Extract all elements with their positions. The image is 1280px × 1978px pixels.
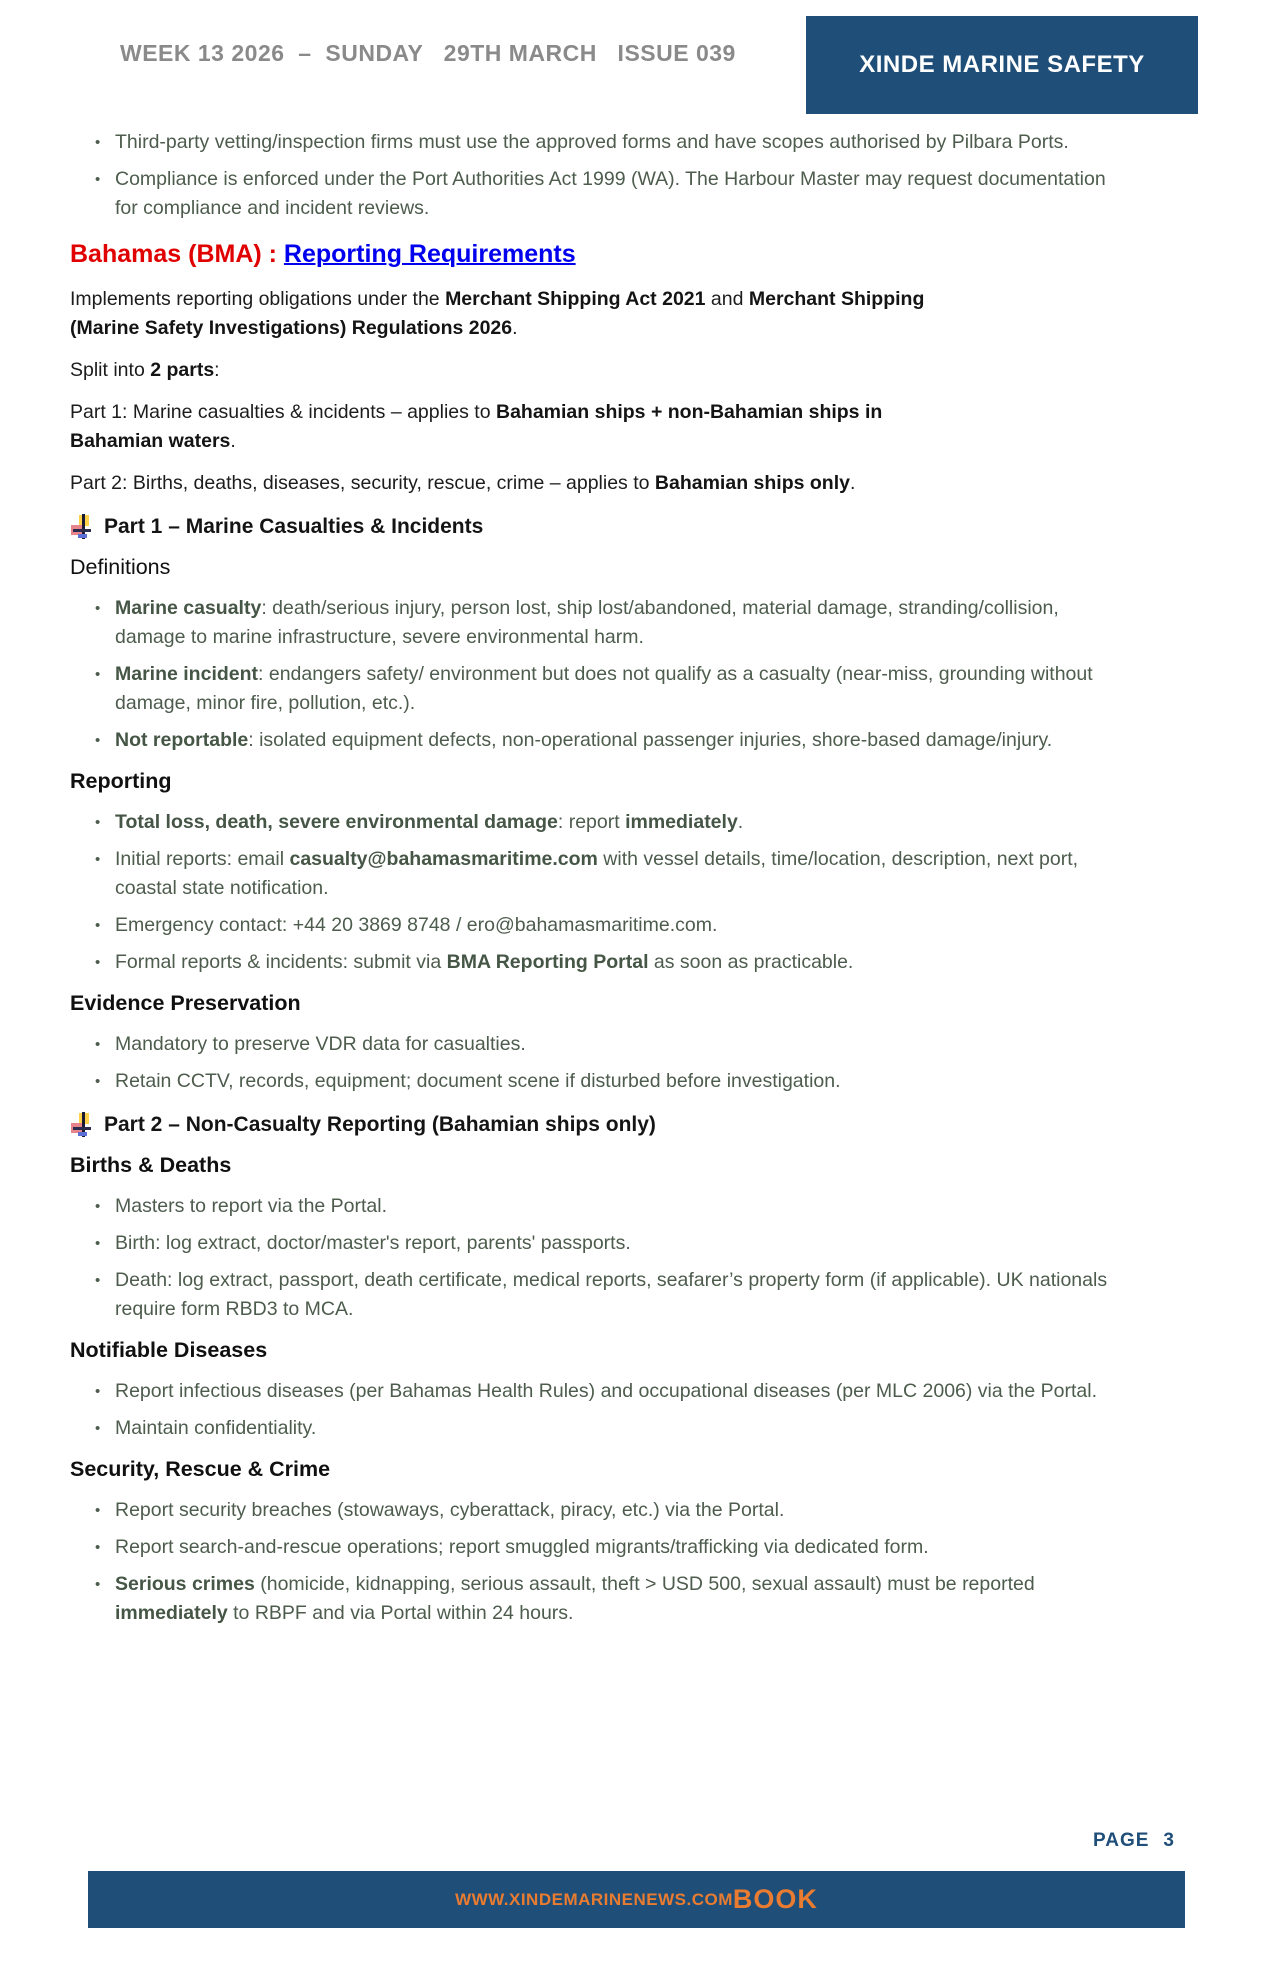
text-segment: Report search-and-rescue operations; report smuggled migrants/trafficking via dedicated form. [115,1536,929,1558]
text-segment: 2 parts [150,359,215,381]
paragraph [70,285,980,343]
bullet-marker: • [95,1036,101,1053]
bullet-list [70,1192,1205,1324]
bullet-text [115,1192,1115,1221]
page-number-label: PAGE [1092,1830,1150,1851]
part-heading [70,512,1205,541]
bullet-marker: • [95,171,101,188]
document-body [70,128,1205,1628]
bullet-text [115,1496,1115,1525]
bullet-text [115,911,1115,940]
section-heading: Security, Rescue & Crime [70,1457,331,1481]
text-segment: to RBPF and via Portal within 24 hours. [227,1602,574,1624]
page-header [0,0,1280,118]
bullet-item [70,808,1205,837]
text-segment: . [737,811,744,833]
bullet-list [70,594,1205,755]
part-heading-label: Part 2 – Non-Casualty Reporting (Bahamian ships only) [104,1113,656,1136]
bullet-item [70,1192,1205,1221]
bullet-item [70,1496,1205,1525]
text-segment: . [512,317,518,339]
text-segment: Report infectious diseases (per Bahamas Health Rules) and occupational diseases (per MLC 2006) via the Portal. [115,1380,1098,1402]
bullet-item [70,660,1205,718]
bullet-text [115,726,1115,755]
brand-label: XINDE MARINE SAFETY [859,51,1145,78]
text-segment: Formal reports & incidents: submit via [115,951,447,973]
bullet-marker: • [95,600,101,617]
text-segment: Compliance is enforced under the Port Authorities Act 1999 (WA). The Harbour Master may request documentation for compliance and incident reviews. [115,168,1106,219]
text-segment: casualty@bahamasmaritime.com [289,848,598,870]
text-segment: Bahamian ships only [654,472,850,494]
bullet-item [70,1377,1205,1406]
bullet-marker: • [95,1198,101,1215]
bullet-item [70,845,1205,903]
section-heading: Reporting [70,769,172,793]
text-segment: Death: log extract, passport, death certificate, medical reports, seafarer’s property form (if applicable). UK nationals require form RBD3 to MCA. [115,1269,1108,1320]
text-segment: Marine incident [115,663,259,685]
bullet-list [70,1030,1205,1096]
text-segment: Implements reporting obligations under the [70,288,446,310]
text-segment: Birth: log extract, doctor/master's report, parents' passports. [115,1232,631,1254]
bullet-marker: • [95,1502,101,1519]
text-segment: with vessel details, time/location, description, next port, coastal state notification. [115,848,1079,899]
text-segment: : death/serious injury, person lost, ship lost/abandoned, material damage, stranding/collision, damage to marine infrastructure, severe environmental harm. [115,597,1059,648]
topic-heading [70,237,1205,271]
text-segment: Emergency contact: +44 20 3869 8748 / ero@bahamasmaritime.com. [115,914,718,936]
brand-banner [806,16,1198,114]
text-segment: Merchant Shipping (Marine Safety Investigations) Regulations 2026 [70,288,925,339]
topic-country-label: Bahamas (BMA) : [70,240,284,268]
bullet-list [70,128,1205,223]
bullet-text [115,1229,1115,1258]
text-segment: : report [557,811,626,833]
bullet-list [70,1496,1205,1628]
text-segment: Report security breaches (stowaways, cyberattack, piracy, etc.) via the Portal. [115,1499,785,1521]
bullet-item [70,726,1205,755]
bullet-item [70,128,1205,157]
part-marker-icon-shape [73,1127,91,1130]
text-segment: Not reportable [115,729,249,751]
text-segment: . [230,430,236,452]
text-segment: Initial reports: email [115,848,290,870]
text-segment: immediately [625,811,738,833]
bullet-marker: • [95,1576,101,1593]
bullet-item [70,594,1205,652]
bullet-text [115,808,1115,837]
bullet-text [115,1067,1115,1096]
bullet-item [70,1414,1205,1443]
part-marker-icon [70,514,92,539]
reporting-requirements-link[interactable]: Reporting Requirements [283,240,576,268]
bullet-text [115,948,1115,977]
part-heading [70,1110,1205,1139]
bullet-marker: • [95,1539,101,1556]
text-segment: Retain CCTV, records, equipment; document scene if disturbed before investigation. [115,1070,841,1092]
bullet-list [70,808,1205,977]
part-marker-icon-shape [78,1132,87,1136]
text-segment: Part 1: Marine casualties & incidents – applies to [70,401,496,423]
bullet-text [115,660,1115,718]
bullet-item [70,1533,1205,1562]
text-segment: Third-party vetting/inspection firms must use the approved forms and have scopes authorised by Pilbara Ports. [115,131,1069,153]
text-segment: Serious crimes [115,1573,255,1595]
text-segment: Part 2: Births, deaths, diseases, security, rescue, crime – applies to [70,472,655,494]
bullet-marker: • [95,666,101,683]
bullet-text [115,165,1115,223]
bullet-marker: • [95,1235,101,1252]
paragraph [70,398,980,456]
text-segment: : endangers safety/ environment but does not qualify as a casualty (near-miss, grounding without damage, minor fire, pollution, etc.). [115,663,1093,714]
bullet-marker: • [95,1073,101,1090]
paragraph [70,356,980,385]
bullet-marker: • [95,1383,101,1400]
text-segment: as soon as practicable. [648,951,854,973]
bullet-text [115,1266,1115,1324]
text-segment: Split into [70,359,151,381]
footer-book-label: BOOK [732,1884,818,1914]
bullet-text [115,1414,1115,1443]
section-heading: Notifiable Diseases [70,1338,268,1362]
bullet-marker: • [95,954,101,971]
text-segment: Marine casualty [115,597,262,619]
bullet-text [115,594,1115,652]
bullet-marker: • [95,851,101,868]
bullet-text [115,1030,1115,1059]
bullet-marker: • [95,732,101,749]
bullet-text [115,1377,1115,1406]
bullet-list [70,1377,1205,1443]
bullet-item [70,1266,1205,1324]
part-heading-label: Part 1 – Marine Casualties & Incidents [104,515,484,538]
bullet-item [70,1570,1205,1628]
bullet-item [70,911,1205,940]
text-segment: Bahamian ships + non-Bahamian ships in Bahamian waters [70,401,883,452]
bullet-item [70,948,1205,977]
bullet-item [70,1030,1205,1059]
part-marker-icon-shape [73,529,91,532]
footer-website-link[interactable]: WWW.XINDEMARINENEWS.COM [455,1889,733,1909]
text-segment: BMA Reporting Portal [446,951,649,973]
text-segment: : [214,359,220,381]
bullet-marker: • [95,134,101,151]
bullet-marker: • [95,917,101,934]
text-segment: Total loss, death, severe environmental damage [115,811,558,833]
section-heading: Definitions [70,555,171,579]
issue-line: WEEK 13 2026 – SUNDAY 29TH MARCH ISSUE 039 [120,40,736,66]
text-segment: Mandatory to preserve VDR data for casualties. [115,1033,526,1055]
bullet-marker: • [95,1272,101,1289]
bullet-item [70,165,1205,223]
text-segment: Maintain confidentiality. [115,1417,317,1439]
text-segment: Masters to report via the Portal. [115,1195,388,1217]
page-number-value: 3 [1163,1830,1175,1851]
section-heading: Births & Deaths [70,1153,232,1177]
part-marker-icon-shape [78,534,87,538]
text-segment: : isolated equipment defects, non-operational passenger injuries, shore-based damage/injury. [248,729,1053,751]
paragraph [70,469,980,498]
bullet-text [115,845,1115,903]
bullet-text [115,1570,1115,1628]
bullet-text [115,1533,1115,1562]
text-segment: . [849,472,856,494]
part-marker-icon [70,1112,92,1137]
text-segment: and [705,288,749,310]
page-number [1093,1830,1175,1852]
section-heading: Evidence Preservation [70,991,301,1015]
footer-banner [88,1871,1185,1928]
bullet-item [70,1067,1205,1096]
text-segment: Merchant Shipping Act 2021 [445,288,706,310]
bullet-marker: • [95,814,101,831]
bullet-text [115,128,1115,157]
text-segment: immediately [115,1602,228,1624]
text-segment: (homicide, kidnapping, serious assault, theft > USD 500, sexual assault) must be reported [254,1573,1035,1595]
bullet-item [70,1229,1205,1258]
bullet-marker: • [95,1420,101,1437]
